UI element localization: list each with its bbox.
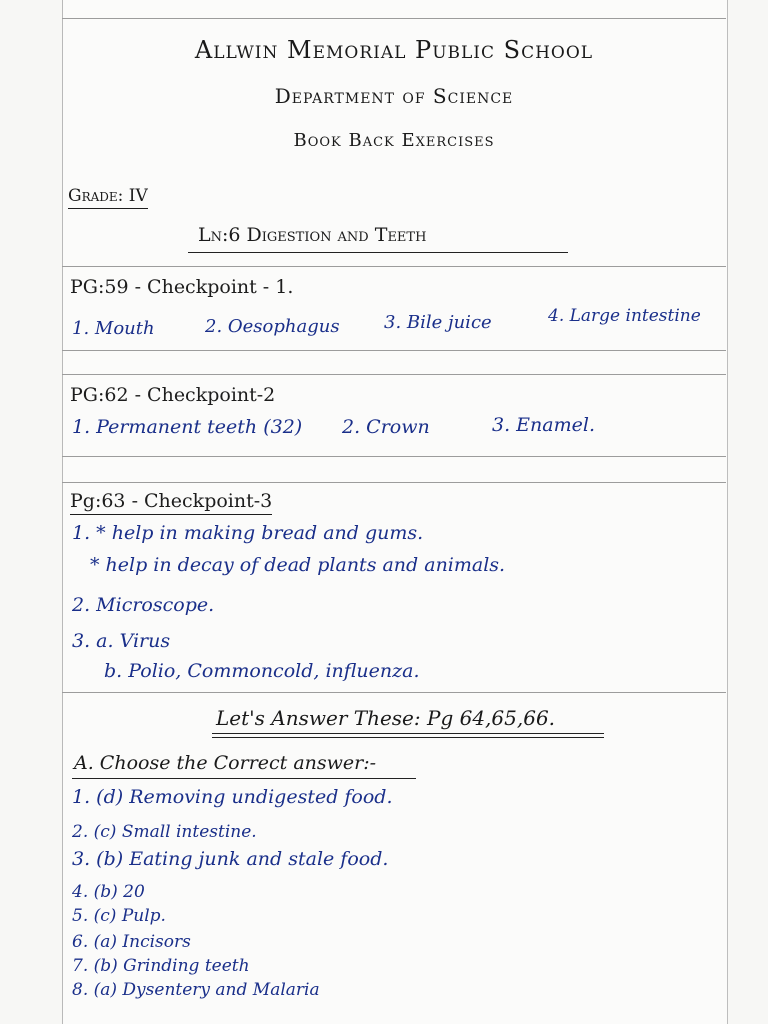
answer-subheading: A. Choose the Correct answer:- bbox=[74, 752, 377, 774]
divider-4 bbox=[62, 456, 726, 457]
answer-section-title: Let's Answer These: Pg 64,65,66. bbox=[216, 706, 556, 730]
school-name: Allwin Memorial Public School bbox=[194, 36, 594, 64]
mcq-answer-1: 1. (d) Removing undigested food. bbox=[72, 786, 393, 808]
divider-1 bbox=[62, 266, 726, 267]
grade-label bbox=[68, 186, 148, 206]
lesson-title bbox=[198, 224, 426, 246]
answer-title-underline-1 bbox=[212, 733, 604, 734]
checkpoint3-line-5: b. Polio, Commoncold, influenza. bbox=[104, 660, 420, 682]
mcq-answer-2: 2. (c) Small intestine. bbox=[72, 822, 257, 842]
lesson-text: Ln:6 Digestion and Teeth bbox=[198, 224, 427, 246]
checkpoint1-answer-1: 1. Mouth bbox=[72, 318, 155, 339]
checkpoint3-line-4: 3. a. Virus bbox=[72, 630, 171, 652]
checkpoint3-line-2: * help in decay of dead plants and animals. bbox=[90, 554, 506, 576]
mcq-answer-5: 5. (c) Pulp. bbox=[72, 906, 166, 926]
divider-2 bbox=[62, 350, 726, 351]
checkpoint2-answer-2: 2. Crown bbox=[342, 416, 430, 438]
department-name: Department of Science bbox=[274, 84, 514, 108]
divider-3 bbox=[62, 374, 726, 375]
mcq-answer-6: 6. (a) Incisors bbox=[72, 932, 191, 952]
divider-5 bbox=[62, 482, 726, 483]
divider-6 bbox=[62, 692, 726, 693]
mcq-answer-7: 7. (b) Grinding teeth bbox=[72, 956, 250, 976]
answer-title-underline-2 bbox=[212, 737, 604, 738]
checkpoint3-line-3: 2. Microscope. bbox=[72, 594, 215, 616]
exercise-title: Book Back Exercises bbox=[293, 130, 495, 151]
checkpoint1-answer-2: 2. Oesophagus bbox=[205, 316, 340, 337]
checkpoint1-answer-4: 4. Large intestine bbox=[548, 306, 701, 326]
checkpoint3-heading bbox=[70, 490, 272, 512]
grade-text: Grade: IV bbox=[68, 186, 148, 209]
checkpoint3-heading-text: Pg:63 - Checkpoint-3 bbox=[70, 490, 272, 515]
checkpoint3-line-1: 1. * help in making bread and gums. bbox=[72, 522, 424, 544]
checkpoint1-heading: PG:59 - Checkpoint - 1. bbox=[70, 276, 294, 298]
mcq-answer-8: 8. (a) Dysentery and Malaria bbox=[72, 980, 320, 1000]
checkpoint2-heading: PG:62 - Checkpoint-2 bbox=[70, 384, 276, 406]
lesson-underline bbox=[188, 252, 568, 253]
mcq-answer-4: 4. (b) 20 bbox=[72, 882, 145, 902]
checkpoint2-answer-3: 3. Enamel. bbox=[492, 414, 595, 436]
divider-top bbox=[62, 18, 726, 19]
mcq-answer-3: 3. (b) Eating junk and stale food. bbox=[72, 848, 389, 870]
checkpoint2-answer-1: 1. Permanent teeth (32) bbox=[72, 416, 303, 438]
answer-subheading-underline bbox=[72, 778, 416, 779]
checkpoint1-answer-3: 3. Bile juice bbox=[384, 312, 492, 333]
